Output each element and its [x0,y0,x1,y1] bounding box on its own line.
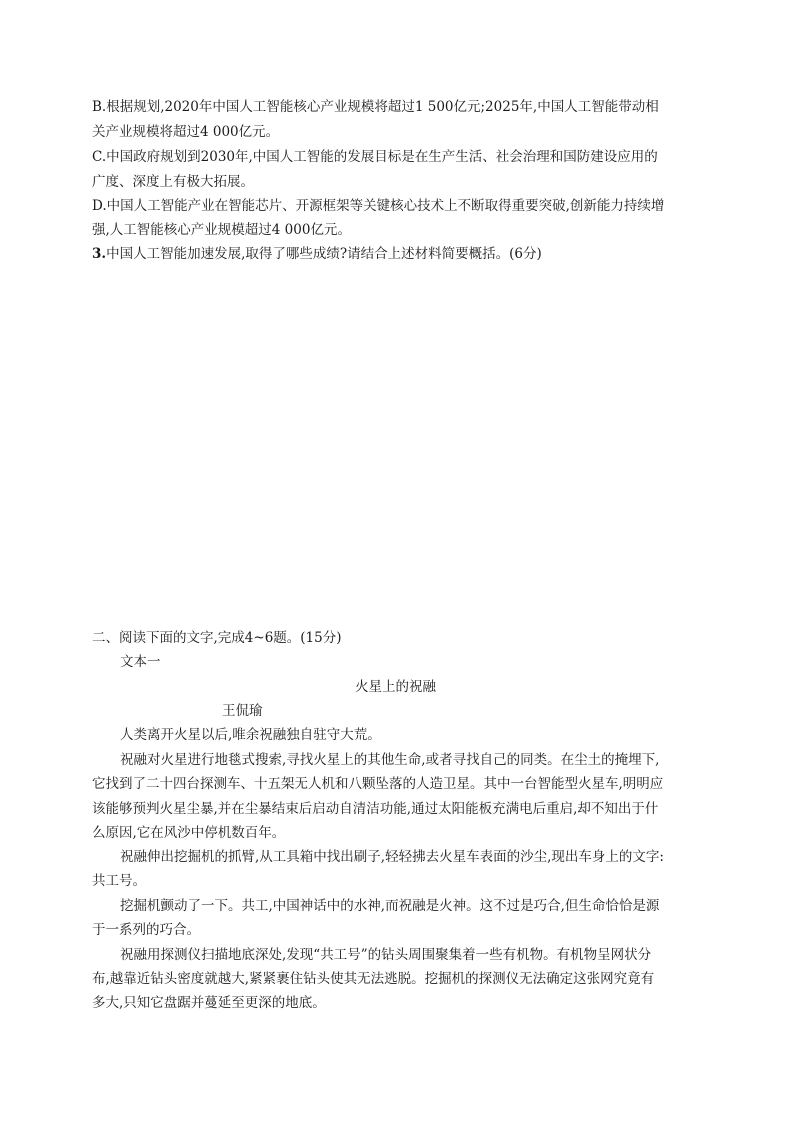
article-author: 王侃瑜 [222,703,263,719]
option-b-line2: 关产业规模将超过4 000亿元。 [92,124,280,140]
text-label: 文本一 [120,654,161,670]
paragraph-2-line2: 它找到了二十四台探测车、十五架无人机和八颗坠落的人造卫星。其中一台智能型火星车,明明应 [92,776,664,792]
paragraph-1: 人类离开火星以后,唯余祝融独自驻守大荒。 [120,727,381,743]
paragraph-4-line1: 挖掘机颤动了一下。共工,中国神话中的水神,而祝融是火神。这不过是巧合,但生命恰恰是源 [120,898,660,914]
option-d-line1: D.中国人工智能产业在智能芯片、开源框架等关键核心技术上不断取得重要突破,创新能力持续增 [92,198,665,214]
paragraph-2-line3: 该能够预判火星尘暴,并在尘暴结束后启动自清洁功能,通过太阳能板充满电后重启,却不知出于什 [92,801,659,817]
option-c-line2: 广度、深度上有极大拓展。 [92,174,254,190]
paragraph-5-line3: 多大,只知它盘踞并蔓延至更深的地底。 [92,995,326,1011]
paragraph-3-line2: 共工号。 [92,873,146,889]
option-d-line2: 强,人工智能核心产业规模超过4 000亿元。 [92,222,351,238]
paragraph-4-line2: 于一系列的巧合。 [92,922,200,938]
question-3-number: 3. [92,246,107,262]
paragraph-5-line1: 祝融用探测仪扫描地底深处,发现“共工号”的钻头周围聚集着一些有机物。有机物呈网状分 [120,947,652,963]
option-c-line1: C.中国政府规划到2030年,中国人工智能的发展目标是在生产生活、社会治理和国防建设应用的 [92,149,658,165]
paragraph-5-line2: 布,越靠近钻头密度就越大,紧紧裹住钻头使其无法逃脱。挖掘机的探测仪无法确定这张网究竟有 [92,971,655,987]
paragraph-3-line1: 祝融伸出挖掘机的抓臂,从工具箱中找出刷子,轻轻拂去火星车表面的沙尘,现出车身上的文字: [120,849,664,865]
option-b-line1: B.根据规划,2020年中国人工智能核心产业规模将超过1 500亿元;2025年,中国人工智能带动相 [92,99,659,115]
question-3 [92,245,542,263]
question-3-text: 中国人工智能加速发展,取得了哪些成绩?请结合上述材料简要概括。(6分) [106,246,542,262]
article-title: 火星上的祝融 [355,679,436,695]
paragraph-2-line4: 么原因,它在风沙中停机数百年。 [92,825,286,841]
paragraph-2-line1: 祝融对火星进行地毯式搜索,寻找火星上的其他生命,或者寻找自己的同类。在尘土的掩埋下, [120,752,660,768]
section-heading: 二、阅读下面的文字,完成4~6题。(15分) [92,630,342,646]
